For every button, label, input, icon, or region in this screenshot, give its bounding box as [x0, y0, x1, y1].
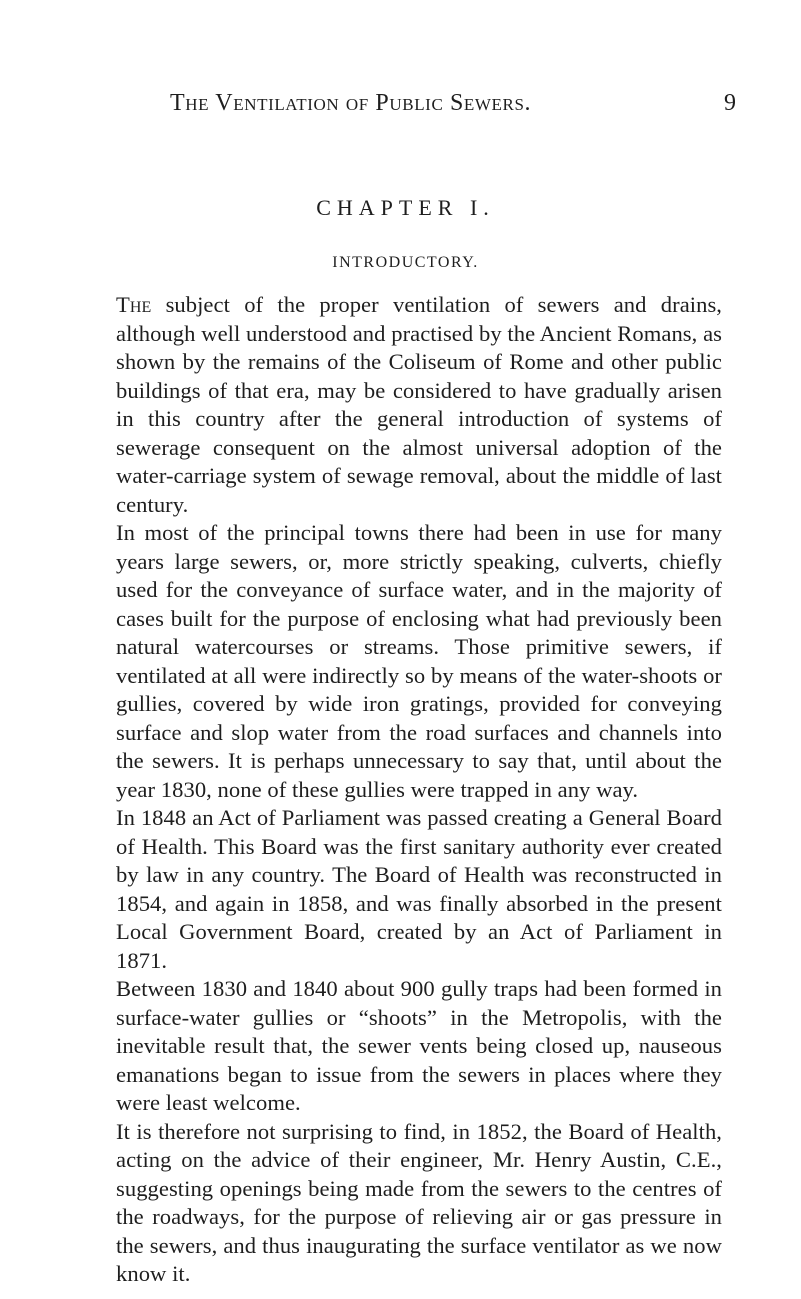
paragraph-5	[116, 1118, 722, 1289]
paragraph-2	[116, 519, 722, 804]
paragraph-lead-word: The	[116, 292, 152, 317]
paragraph-1	[116, 291, 722, 519]
chapter-subtitle: INTRODUCTORY.	[332, 254, 479, 271]
running-head-title: The Ventilation of Public Sewers.	[170, 90, 532, 116]
paragraph-text: Between 1830 and 1840 about 900 gully traps had been formed in surface-water gullies or “shoots” in the Metropolis, with the inevitable result that, the sewer vents being closed up, nauseous emanations began to issue from the sewers in places where they were least welcome.	[116, 976, 722, 1115]
paragraph-text: In most of the principal towns there had been in use for many years large sewers, or, more strictly speaking, culverts, chiefly used for the conveyance of surface water, and in the majority of cases built for the purpose of enclosing what had previously been natural watercourses or streams. Those primitive sewers, if ventilated at all were indirectly so by means of the water-shoots or gullies, covered by wide iron gratings, provided for conveying surface and slop water from the road surfaces and channels into the sewers. It is perhaps unnecessary to say that, until about the year 1830, none of these gullies were trapped in any way.	[116, 520, 722, 802]
chapter-title: CHAPTER I.	[316, 195, 495, 220]
paragraph-text: subject of the proper ventilation of sewers and drains, although well understood and practised by the Ancient Romans, as shown by the remains of the Coliseum of Rome and other public buildings of that era, may be considered to have gradually arisen in this country after the general introduction of systems of sewerage consequent on the almost universal adoption of the water-carriage system of sewage removal, about the middle of last century.	[116, 292, 722, 517]
paragraph-text: It is therefore not surprising to find, in 1852, the Board of Health, acting on the advice of their engineer, Mr. Henry Austin, C.E., suggesting openings being made from the sewers to the centres of the roadways, for the purpose of relieving air or gas pressure in the sewers, and thus inaugurating the surface ventilator as we now know it.	[116, 1118, 722, 1286]
paragraph-3	[116, 804, 722, 975]
paragraph-text: In 1848 an Act of Parliament was passed creating a General Board of Health. This Board was the first sanitary authority ever created by law in any country. The Board of Health was reconstructed in 1854, and again in 1858, and was finally absorbed in the present Local Government Board, created by an Act of Parliament in 1871.	[116, 805, 722, 973]
chapter-body	[116, 291, 722, 1289]
page-number: 9	[724, 90, 736, 116]
paragraph-4	[116, 975, 722, 1118]
